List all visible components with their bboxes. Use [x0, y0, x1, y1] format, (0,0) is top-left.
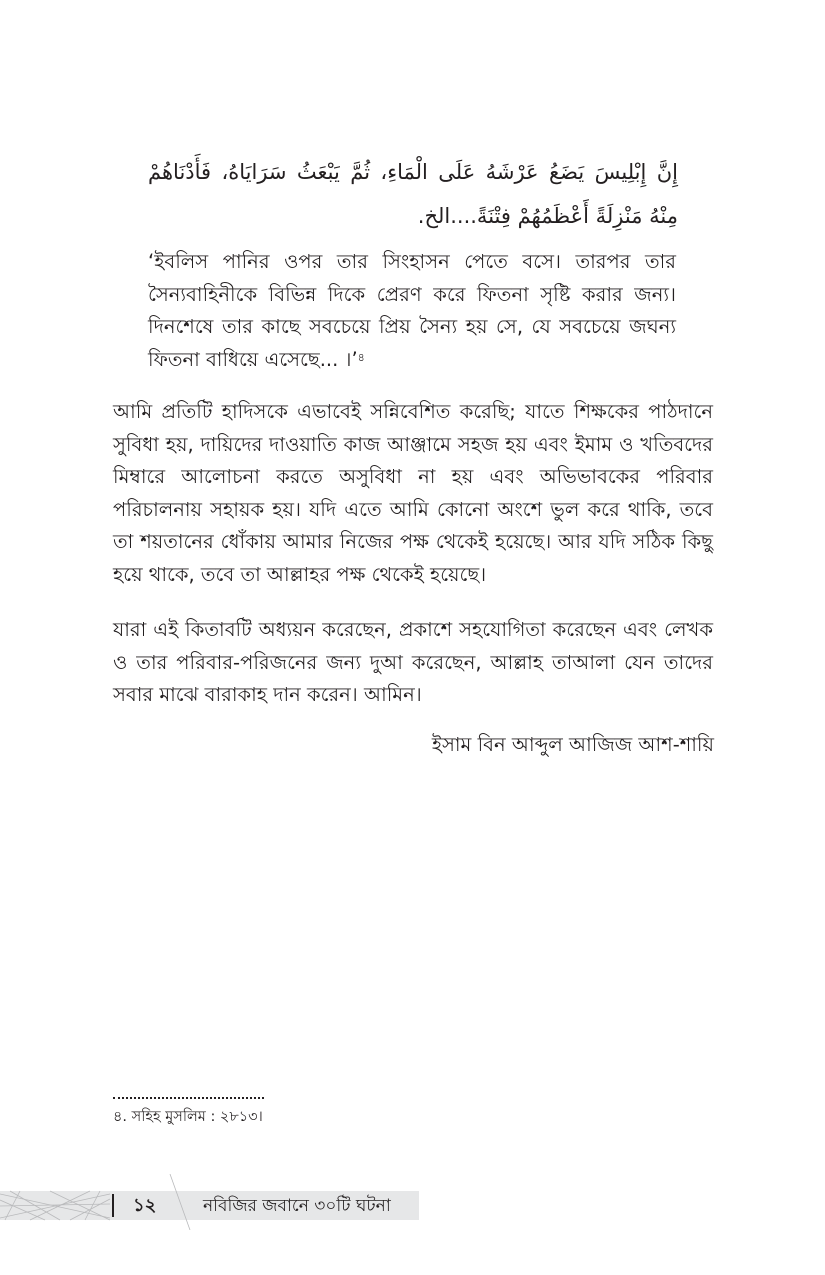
- footnote-reference: ৪: [357, 350, 365, 364]
- arabic-hadith-text: إِنَّ إِبْلِيسَ يَضَعُ عَرْشَهُ عَلَى الْمَاءِ، ثُمَّ يَبْعَثُ سَرَايَاهُ، فَأَدْنَاهُمْ مِنْهُ مَنْزِلَةً أَعْظَمُهُمْ فِتْنَةً....الخ.: [148, 160, 678, 228]
- page-number: ১২: [133, 1195, 157, 1216]
- body-paragraph: আমি প্রতিটি হাদিসকে এভাবেই সন্নিবেশিত করেছি; যাতে শিক্ষকের পাঠদানে সুবিধা হয়, দায়িদের দাওয়াতি কাজ আঞ্জামে সহজ হয় এবং ইমাম ও খতিবদের মিম্বারে আলোচনা করতে অসুবিধা না হয় এবং অভিভাবকের পরিবার পরিচালনায় সহায়ক হয়। যদি এতে আমি কোনো অংশে ভুল করে থাকি, তবে তা শয়তানের ধোঁকায় আমার নিজের পক্ষ থেকেই হয়েছে। আর যদি সঠিক কিছু হয়ে থাকে, তবে তা আল্লাহর পক্ষ থেকেই হয়েছে।: [113, 400, 713, 586]
- book-title: নবিজির জবানে ৩০টি ঘটনা: [203, 1196, 391, 1216]
- hadith-translation-quote: [148, 246, 676, 376]
- quote-text: ‘ইবলিস পানির ওপর তার সিংহাসন পেতে বসে। তারপর তার সৈন্যবাহিনীকে বিভিন্ন দিকে প্রেরণ করে ফিতনা সৃষ্টি করার জন্য। দিনশেষে তার কাছে সবচেয়ে প্রিয় সৈন্য হয় সে, যে সবচেয়ে জঘন্য ফিতনা বাধিয়ে এসেছে... ।’: [148, 250, 676, 371]
- footer-divider: [112, 1194, 114, 1217]
- footnote-text: ৪. সহিহ মুসলিম : ২৮১৩।: [113, 1109, 263, 1125]
- author-signature: ইসাম বিন আব্দুল আজিজ আশ-শায়ি: [431, 733, 714, 756]
- footnote-separator: [113, 1097, 264, 1099]
- footer-decoration: [0, 1174, 200, 1230]
- body-paragraph: যারা এই কিতাবটি অধ্যয়ন করেছেন, প্রকাশে সহযোগিতা করেছেন এবং লেখক ও তার পরিবার-পরিজনের জন্য দুআ করেছেন, আল্লাহ তাআলা যেন তাদের সবার মাঝে বারাকাহ দান করেন। আমিন।: [113, 618, 713, 706]
